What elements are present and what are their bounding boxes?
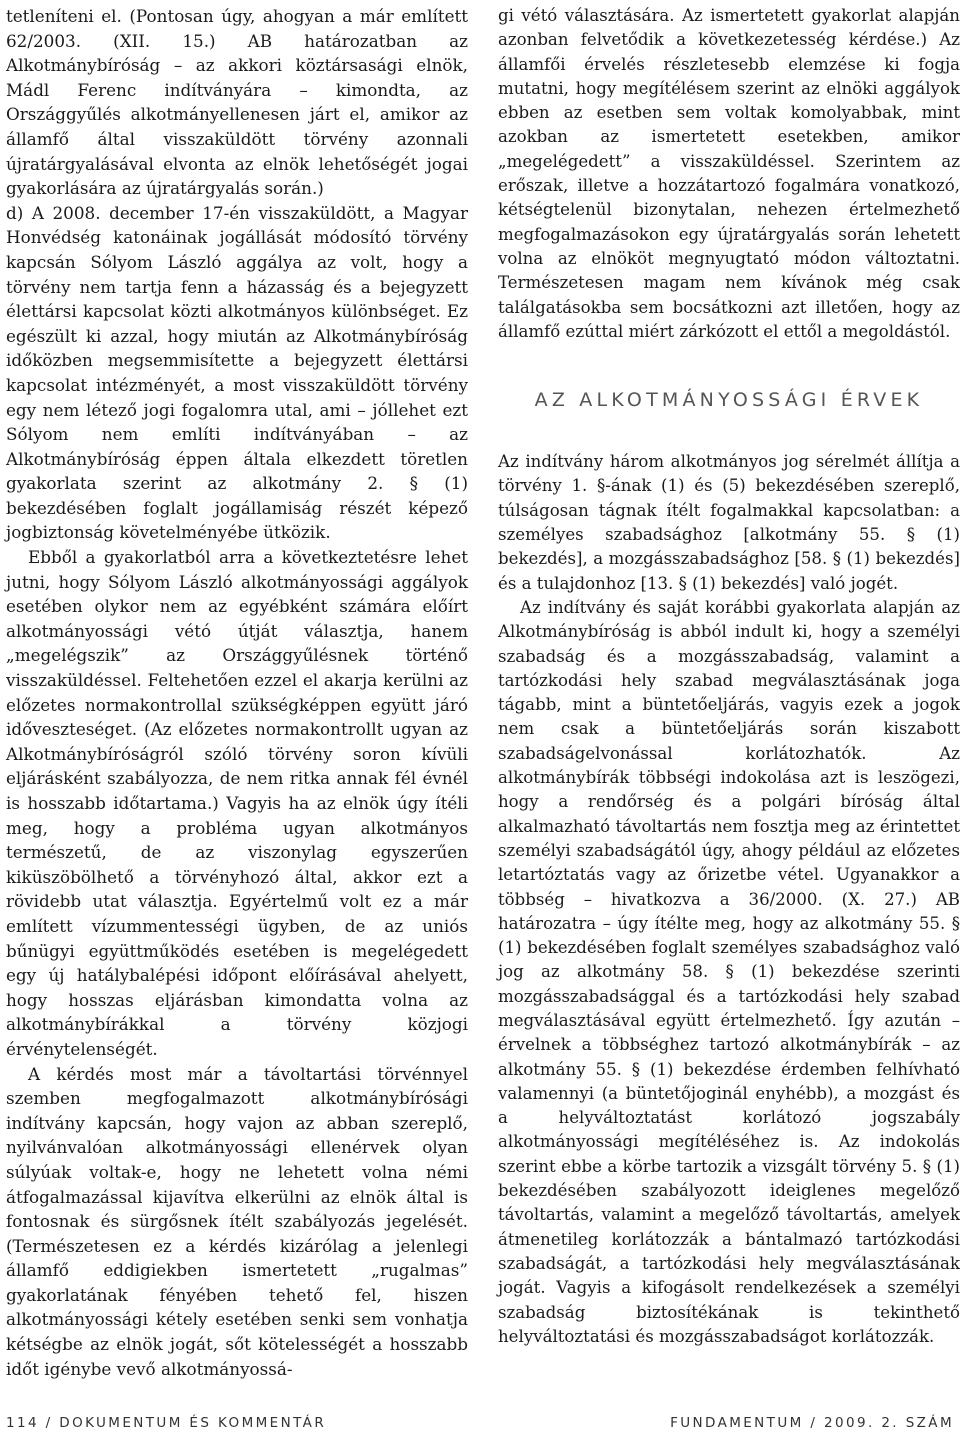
paragraph: Az indítvány és saját korábbi gyakorlata alapján az Alkotmánybíróság is abból indult ki, hogy a személyi szabadság és a mozgásszabadság, valamint a tartózkodási hely szabad megválasztásának joga tágabb, mint a büntetőeljárás, vagyis ezek a jogok nem csak a büntetőeljárás során kiszabott szabadságelvonással korlátozhatók. Az alkotmánybírák többségi indokolása azt is leszögezi, hogy a rendőrség és a polgári bíróság által alkalmazható távoltartás nem fosztja meg az érintettet személyi szabadságától úgy, ahogy például az előzetes letartóztatás vagy az őrizetbe vétel. Ugyanakkor a többség – hivatkozva a 36/2000. (X. 27.) AB határozatra – úgy ítélte meg, hogy az alkotmány 55. § (1) bekezdésében foglalt személyes szabadsághoz való jog az alkotmány 58. § (1) bekezdése szerinti mozgásszabadsággal és a tartózkodási hely szabad megválasztásával együtt értelmezhető. Így azután – érvelnek a többséghez tartozó alkotmánybírák – az alkotmány 55. § (1) bekezdése érdemben felhívható valamennyi (a büntetőjoginál enyhébb), a mozgást és a helyváltoztatást korlátozó jogszabály alkotmányossági megítéléséhez is. Az indokolás szerint ebbe a körbe tartozik a vizsgált törvény 5. § (1) bekezdésében szabályozott ideiglenes megelőző távoltartás, valamint a megelőző távoltartás, amelyek átmenetileg korlátozzák a bántalmazó tartózkodási szabadságát, a tartózkodási hely megválasztásának jogát. Vagyis a kifogásolt rendelkezések a személyi szabadság biztosítékának is tekinthető helyváltoztatási és mozgásszabadságot korlátozzák. xyxy=(498,597,960,1346)
paragraph: d) A 2008. december 17-én visszaküldött, a Magyar Honvédség katonáinak jogállását módosító törvény kapcsán Sólyom László aggálya az volt, hogy a törvény nem tartja fenn a házasság és a bejegyzett élettársi kapcsolat közti alkotmányos különbséget. Ez egészült ki azzal, hogy miután az Alkotmánybíróság időközben megsemmisítette a bejegyzett élettársi kapcsolat intézményét, a most visszaküldött törvény egy nem létező jogi fogalomra utal, ami – jóllehet ezt Sólyom nem említi indítványában – az Alkotmánybíróság éppen általa elkezdett töretlen gyakorlata szerint az alkotmány 2. § (1) bekezdésében foglalt jogállamiság részét képező jogbiztonság követelményébe ütközik. xyxy=(6,202,468,543)
paragraph: Az indítvány három alkotmányos jog sérelmét állítja a törvény 1. §-ának (1) és (5) bekezdésében szereplő, túlságosan tágnak ítélt fogalmakkal kapcsolatban: a személyes szabadsághoz [alkotmány 55. § (1) bekezdés], a mozgásszabadsághoz [58. § (1) bekezdés] és a tulajdonhoz [13. § (1) bekezdés] való jogét. xyxy=(498,452,960,593)
paragraph: A kérdés most már a távoltartási törvénnyel szemben megfogalmazott alkotmánybírósági indítvány kapcsán, hogy vajon az abban szereplő, nyilvánvalóan alkotmányossági ellenérvek olyan súlyúak voltak-e, hogy ne lehetett volna némi átfogalmazással kijavítva elkerülni az elnök által is fontosnak és sürgősnek ítélt szabályozás jegelését. (Természetesen ez a kérdés kizárólag a jelenlegi államfő eddigiekben ismertetett „rugalmas” gyakorlatának fényében tehető fel, hiszen alkotmányossági kétely esetében senki sem vonhatja kétségbe az elnök jogát, sőt kötelességét a hosszabb időt igénybe vevő alkotmányossá- xyxy=(6,1063,468,1379)
paragraph: Ebből a gyakorlatból arra a következtetésre lehet jutni, hogy Sólyom László alkotmányossági aggályok esetében olykor nem az egyébként számára előírt alkotmányossági vétó útját választja, hanem „megelégszik” az Országgyűlésnek történő visszaküldéssel. Feltehetően ezzel el akarja kerülni az előzetes normakontrollal szükségképpen együtt járó időveszteséget. (Az előzetes normakontrollt ugyan az Alkotmánybíróságról szóló törvény soron kívüli eljárásként szabályozza, de nem ritka annak fél évnél is hosszabb időtartama.) Vagyis ha az elnök úgy ítéli meg, hogy a probléma ugyan alkotmányos természetű, de az viszonylag egyszerűen kiküszöbölhető a törvényhozó által, akkor ezt a rövidebb utat választja. Egyértelmű volt ez a már említett vízummentességi ügyben, de az uniós bűnügyi együttműködés esetében is megelégedett egy új hatálybalépési időpont előírásával ahelyett, hogy hosszas eljárásban kimondatta volna az alkotmánybírákkal a törvény közjogi érvénytelenségét. xyxy=(6,547,468,1059)
right-column xyxy=(498,4,960,1349)
paragraph: tetleníteni el. (Pontosan úgy, ahogyan a már említett 62/2003. (XII. 15.) AB határozatban az Alkotmánybíróság – az akkori köztársasági elnök, Mádl Ferenc indítványára – kimondta, az Országgyűlés alkotmányellenesen járt el, amikor az államfő által visszaküldött törvény azonnali újratárgyalásával elvonta az elnök lehetőségét jogai gyakorlására az újratárgyalás során.) xyxy=(6,6,468,199)
footer-page-label: 114 / DOKUMENTUM ÉS KOMMENTÁR xyxy=(6,1415,327,1431)
left-column xyxy=(6,4,468,1381)
footer-journal-label: FUNDAMENTUM / 2009. 2. SZÁM xyxy=(670,1415,954,1431)
paragraph: gi vétó választására. Az ismertetett gyakorlat alapján azonban felvetődik a következetesség kérdése.) Az államfői érvelés részletesebb elemzése ki fogja mutatni, hogy megítélésem szerint az elnöki aggályok ebben az esetben sem voltak komolyabbak, mint azokban az ismertetett esetekben, amikor „megelégedett” a visszaküldéssel. Szerintem az erőszak, illetve a hozzátartozó fogalmára vonatkozó, kétségtelenül bizonytalan, nehezen értelmezhető megfogalmazásokon egy újratárgyalás során lehetett volna az elnököt megnyugtató módon változtatni. Természetesen magam nem kívánok még csak találgatásokba sem bocsátkozni azt illetően, hogy az államfő ezúttal miért zárkózott el ettől a megoldástól. xyxy=(498,6,960,341)
section-heading: AZ ALKOTMÁNYOSSÁGI ÉRVEK xyxy=(534,389,924,412)
